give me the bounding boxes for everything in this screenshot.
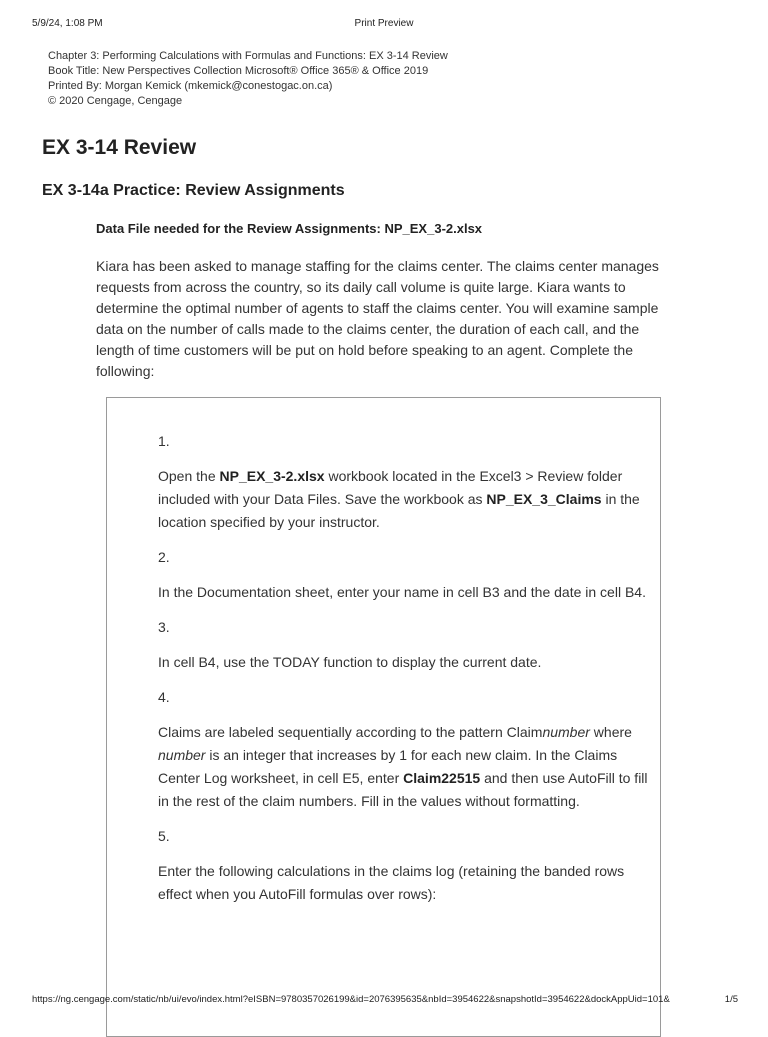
step-1-text-part: in the location specified by your instructor. xyxy=(158,491,640,530)
step-4-claim-value: Claim22515 xyxy=(403,770,481,786)
step-1-number: 1. xyxy=(158,433,170,449)
step-1-file-name: NP_EX_3-2.xlsx xyxy=(219,468,325,484)
step-4-number: 4. xyxy=(158,689,170,705)
step-5-text: Enter the following calculations in the claims log (retaining the banded rows effect when you AutoFill formulas over rows): xyxy=(158,863,625,902)
step-2-text: In the Documentation sheet, enter your name in cell B3 and the date in cell B4. xyxy=(158,584,646,600)
printed-by-line: Printed By: Morgan Kemick (mkemick@conestogac.on.ca) xyxy=(48,80,333,92)
page-url: https://ng.cengage.com/static/nb/ui/evo/index.html?eISBN=9780357026199&id=2076395635&nbId=3954622&snapshotId=3954622&dockAppUid=101& xyxy=(32,994,670,1005)
page-title: EX 3-14 Review xyxy=(42,136,197,159)
step-5-number: 5. xyxy=(158,828,170,844)
step-4-text-part: where xyxy=(589,724,632,740)
step-3-number: 3. xyxy=(158,619,170,635)
step-4-text-part: is an integer that increases by 1 for each new claim. In the Claims Center Log worksheet, in cell E5, enter xyxy=(158,747,618,786)
step-4-italic: number xyxy=(158,747,206,763)
book-title-line: Book Title: New Perspectives Collection Microsoft® Office 365® & Office 2019 xyxy=(48,65,429,77)
print-header xyxy=(32,18,736,32)
print-footer xyxy=(32,994,738,1008)
print-preview-title: Print Preview xyxy=(354,18,414,29)
step-4-text-part: and then use AutoFill to fill in the rest of the claim numbers. Fill in the values without formatting. xyxy=(158,770,648,809)
intro-paragraph: Kiara has been asked to manage staffing for the claims center. The claims center manages requests from across the country, so its daily call volume is quite large. Kiara wants to determine the optimal number of agents to staff the claims center. You will examine sample data on the number of calls made to the claims center, the duration of each call, and the length of time customers will be put on hold before speaking to an agent. Complete the following: xyxy=(96,258,659,379)
step-1-text-part: workbook located in the Excel3 > Review folder included with your Data Files. Save the workbook as xyxy=(158,468,623,507)
page-number: 1/5 xyxy=(724,994,738,1005)
step-2-number: 2. xyxy=(158,549,170,565)
section-title: EX 3-14a Practice: Review Assignments xyxy=(42,182,345,199)
step-4-text-part: Claims are labeled sequentially according to the pattern Claim xyxy=(158,724,543,740)
book-metadata xyxy=(48,49,448,109)
chapter-line: Chapter 3: Performing Calculations with Formulas and Functions: EX 3-14 Review xyxy=(48,50,448,62)
step-1-save-name: NP_EX_3_Claims xyxy=(486,491,602,507)
data-file-note: Data File needed for the Review Assignments: NP_EX_3-2.xlsx xyxy=(96,221,483,236)
step-3-text: In cell B4, use the TODAY function to display the current date. xyxy=(158,654,542,670)
step-1-text-part: Open the xyxy=(158,468,220,484)
step-1-text xyxy=(158,465,648,534)
copyright-line: © 2020 Cengage, Cengage xyxy=(48,95,183,107)
steps-box xyxy=(106,397,661,1037)
step-4-text xyxy=(158,721,648,813)
step-4-italic: number xyxy=(542,724,590,740)
steps-list xyxy=(158,430,648,918)
print-timestamp: 5/9/24, 1:08 PM xyxy=(32,18,103,29)
